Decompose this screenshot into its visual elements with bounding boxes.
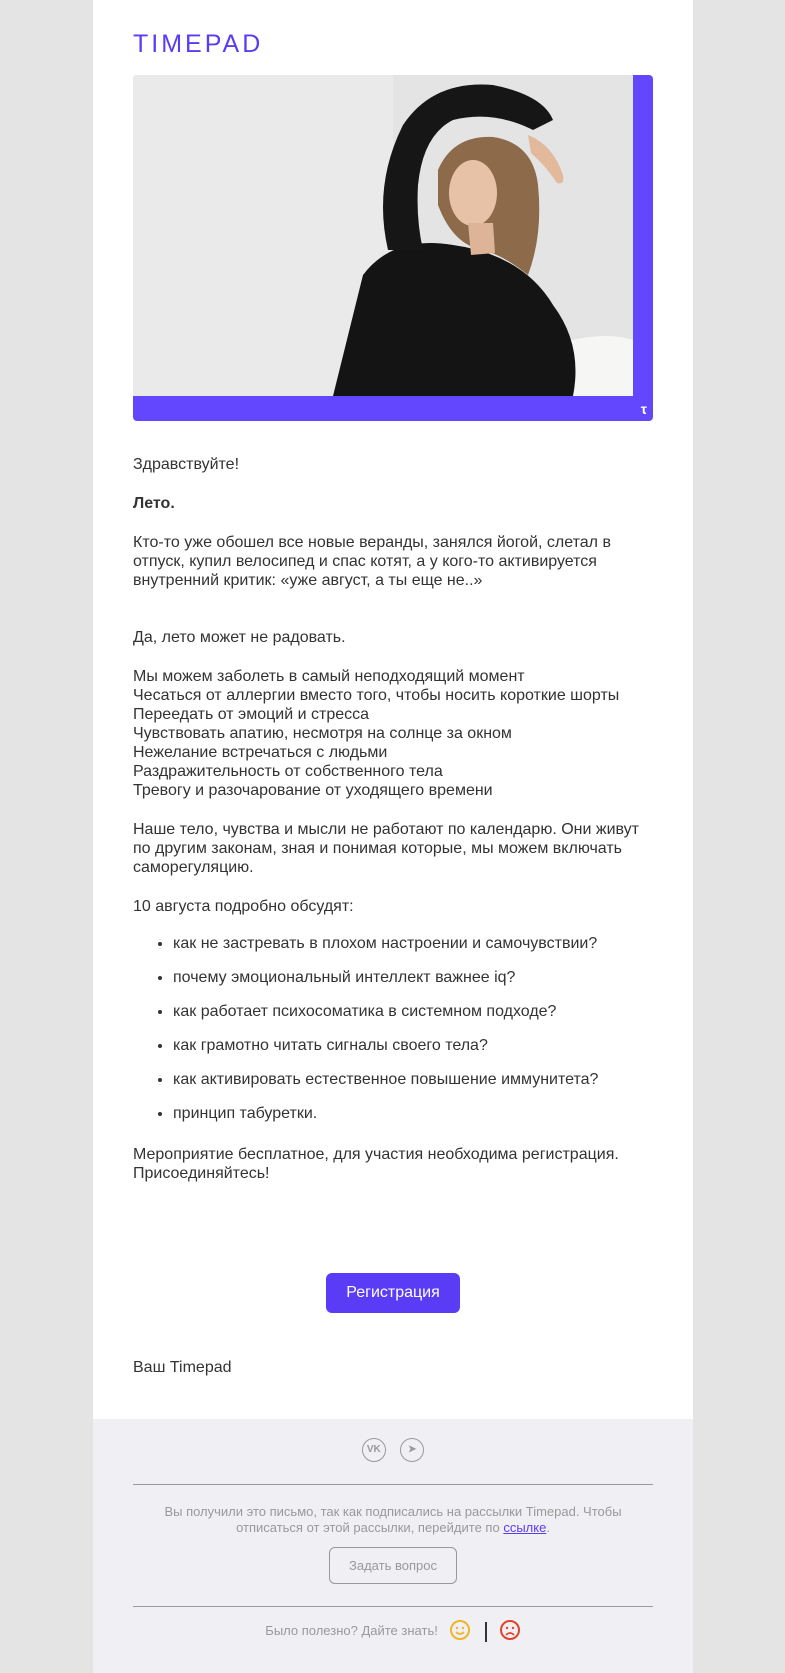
greeting: Здравствуйте! <box>133 456 240 473</box>
ask-wrapper <box>93 1547 693 1584</box>
hero-photo <box>133 75 633 396</box>
notice-end: . <box>546 1520 550 1535</box>
feedback-separator <box>485 1622 487 1642</box>
cta-wrapper <box>93 1273 693 1313</box>
signature: Ваш Timepad <box>133 1359 232 1376</box>
sad-face-icon[interactable] <box>499 1619 521 1644</box>
topic-item: • как грамотно читать сигналы своего тела? <box>173 1036 653 1055</box>
notice-text: Вы получили это письмо, так как подписались на рассылки Timepad. Чтобы отписаться от этой рассылки, перейдите по <box>164 1504 622 1535</box>
hero-banner <box>133 75 653 421</box>
free-note: Мероприятие бесплатное, для участия необходима регистрация. Присоединяйтесь! <box>133 1146 619 1182</box>
email-footer <box>93 1419 693 1673</box>
issue-line: Тревогу и разочарование от уходящего времени <box>133 782 493 799</box>
feedback-label: Было полезно? Дайте знать! <box>265 1622 438 1638</box>
social-links <box>93 1438 693 1462</box>
topic-item: • принцип табуретки. <box>173 1104 653 1123</box>
topic-item: • как работает психосоматика в системном подходе? <box>173 1002 653 1021</box>
ask-question-button[interactable]: Задать вопрос <box>329 1547 457 1584</box>
register-button[interactable]: Регистрация <box>326 1273 460 1313</box>
issue-line: Чувствовать апатию, несмотря на солнце за окном <box>133 725 512 742</box>
telegram-icon[interactable]: ➤ <box>400 1438 424 1462</box>
happy-face-icon[interactable] <box>449 1619 471 1644</box>
issue-line: Нежелание встречаться с людьми <box>133 744 388 761</box>
timepad-logo[interactable]: TIMEPAD <box>133 30 264 58</box>
footer-divider <box>133 1484 653 1485</box>
date-intro: 10 августа подробно обсудят: <box>133 898 354 915</box>
email-card <box>93 0 693 1419</box>
unsubscribe-link[interactable]: ссылке <box>503 1520 547 1535</box>
email-heading: Лето. <box>133 495 175 512</box>
issue-line: Раздражительность от собственного тела <box>133 763 443 780</box>
issue-line: Чесаться от аллергии вместо того, чтобы носить короткие шорты <box>133 687 620 704</box>
unsubscribe-notice <box>133 1504 653 1536</box>
topic-item: • как активировать естественное повышение иммунитета? <box>173 1070 653 1089</box>
feedback-row <box>93 1619 693 1644</box>
issues-list <box>133 667 653 800</box>
hero-brand-mark-icon: τ <box>640 401 647 417</box>
footer-divider <box>133 1606 653 1607</box>
vk-icon[interactable]: VK <box>362 1438 386 1462</box>
email-body <box>133 455 653 1183</box>
intro-paragraph: Кто-то уже обошел все новые веранды, занялся йогой, слетал в отпуск, купил велосипед и спас котят, а у кого-то активируется внутренний критик: «уже август, а ты еще не..» <box>133 534 611 589</box>
body-paragraph: Наше тело, чувства и мысли не работают по календарю. Они живут по другим законам, зная и понимая которые, мы можем включать саморегуляцию. <box>133 821 639 876</box>
issue-line: Мы можем заболеть в самый неподходящий момент <box>133 668 525 685</box>
issue-line: Переедать от эмоций и стресса <box>133 706 370 723</box>
topic-item: • как не застревать в плохом настроении и самочувствии? <box>173 934 653 953</box>
topics-list <box>133 934 653 1123</box>
topic-item: • почему эмоциональный интеллект важнее iq? <box>173 968 653 987</box>
summer-line: Да, лето может не радовать. <box>133 629 346 646</box>
